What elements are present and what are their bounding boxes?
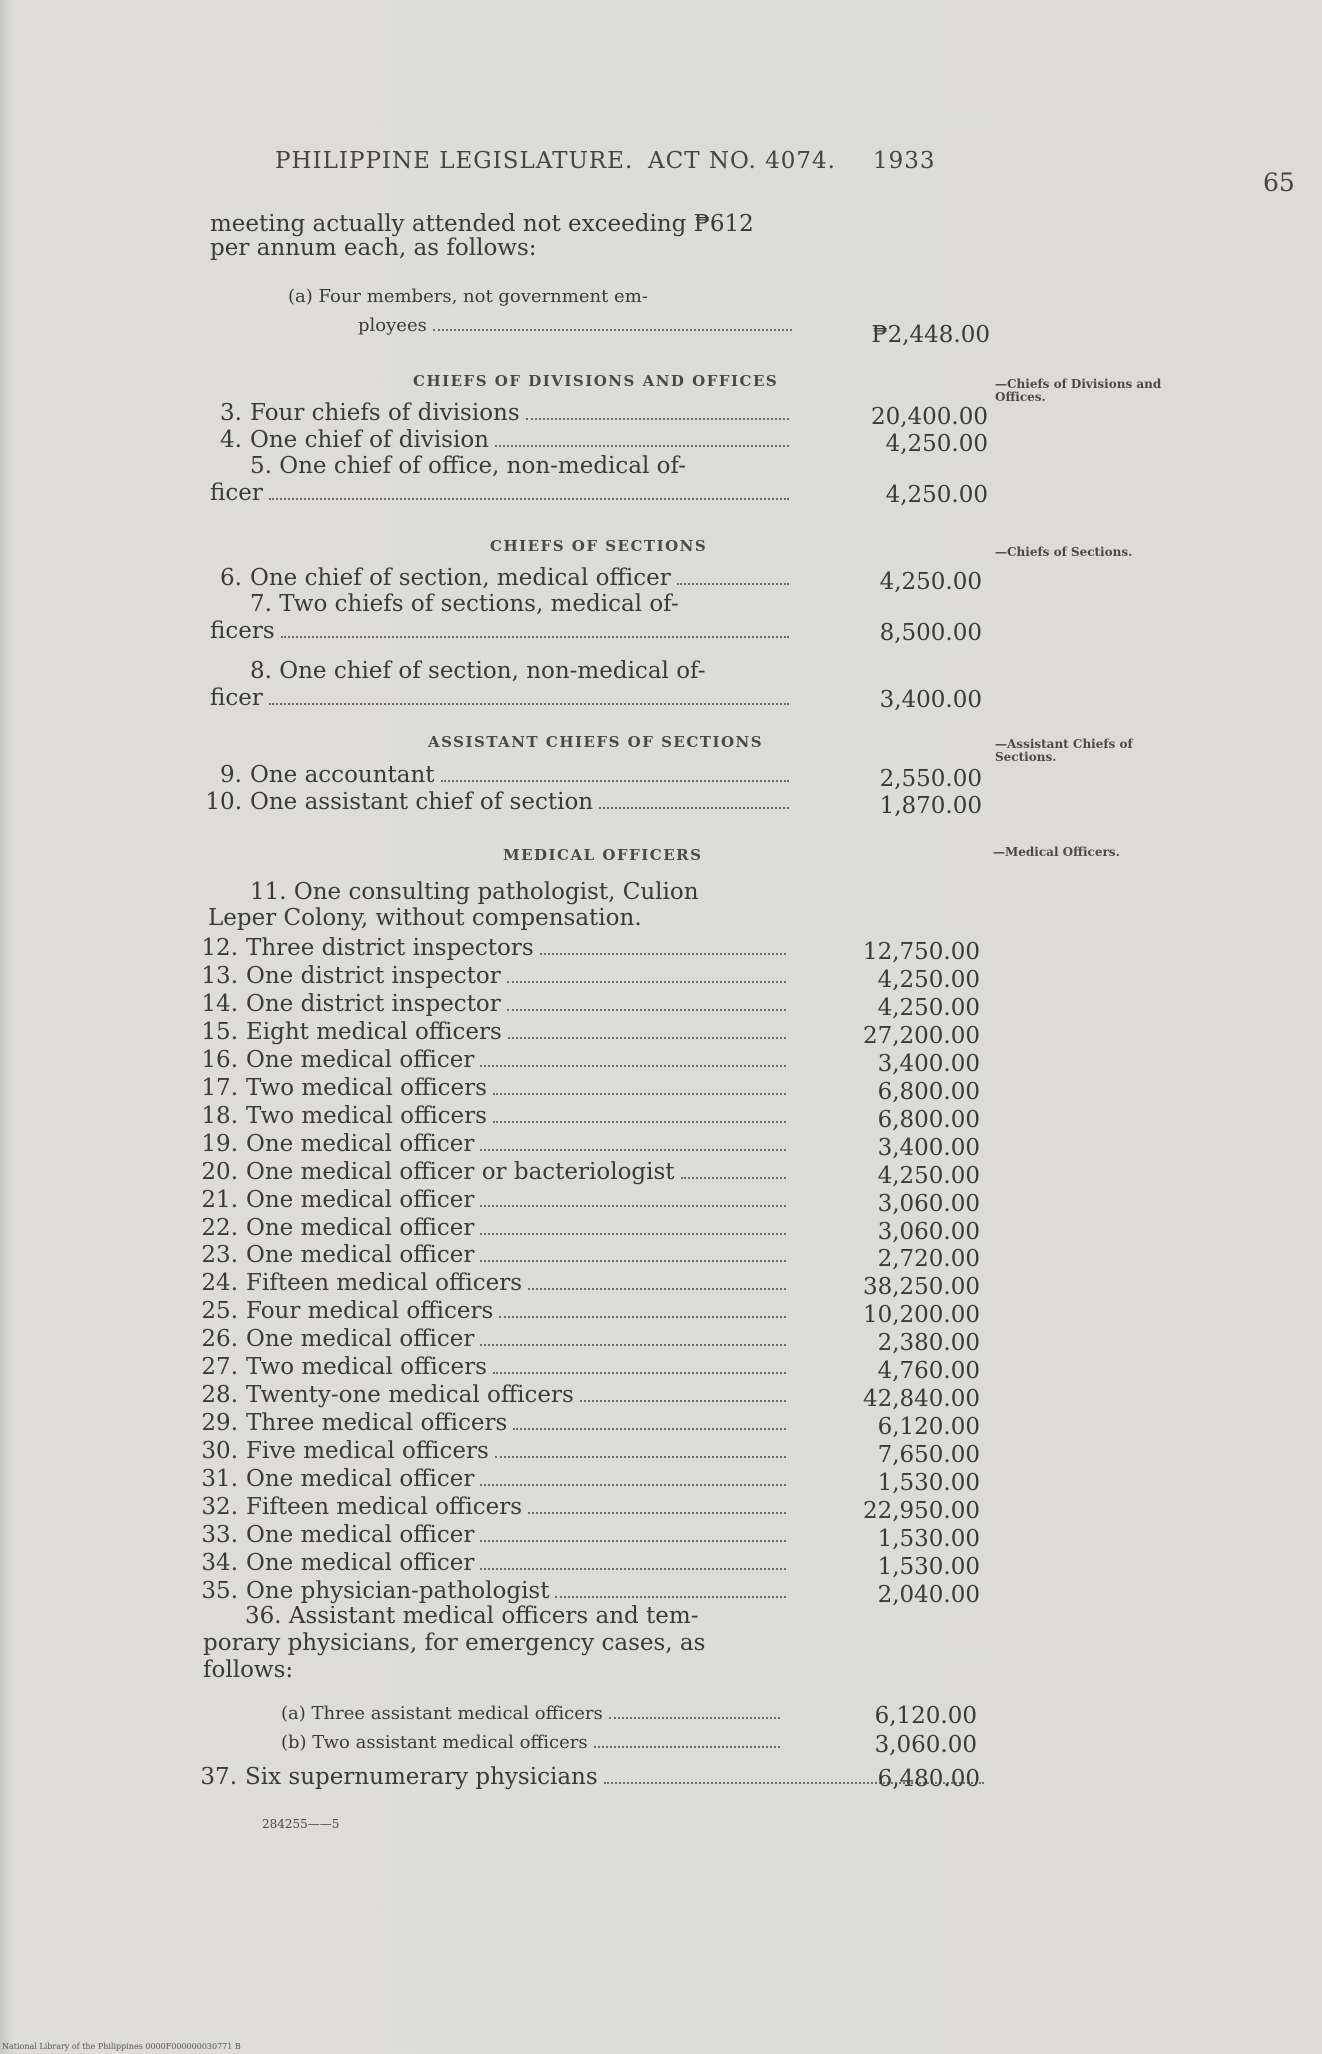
medical-item-text: Two medical officers	[246, 1074, 487, 1101]
section-item-number: 7.	[250, 591, 280, 617]
medical-item-line	[196, 1354, 792, 1381]
assistant-item-leader	[441, 780, 789, 782]
medical-item-amount: 42,840.00	[862, 1386, 980, 1413]
medical-item-amount: 4,250.00	[877, 1162, 980, 1189]
signature-mark: 284255——5	[262, 1817, 340, 1831]
heading-medical-officers: MEDICAL OFFICERS	[503, 846, 703, 864]
medical-item-amount: 6,800.00	[877, 1106, 980, 1133]
section-item-leader	[269, 703, 789, 705]
section-item-line	[200, 565, 795, 592]
medical-item-line	[196, 935, 792, 962]
item-36-line-2: porary physicians, for emergency cases, as	[203, 1630, 706, 1656]
division-item-leader	[495, 445, 789, 447]
medical-item-amount: 10,200.00	[862, 1302, 980, 1329]
item-36-number: 36.	[245, 1603, 282, 1629]
medical-item-amount: 6,800.00	[877, 1078, 980, 1105]
division-item-line	[200, 400, 795, 427]
medical-item-number: 31.	[201, 1466, 238, 1493]
medical-item-amount: 3,060.00	[877, 1218, 980, 1245]
heading-assistant-chiefs: ASSISTANT CHIEFS OF SECTIONS	[428, 733, 764, 751]
medical-item-number: 22.	[201, 1214, 238, 1241]
medical-item-number: 26.	[201, 1326, 238, 1353]
medical-item-number: 30.	[201, 1438, 238, 1465]
medical-item-leader	[493, 1121, 786, 1123]
medical-item-text: Four medical officers	[246, 1298, 494, 1325]
medical-item-leader	[480, 1149, 786, 1151]
intro-line-2: per annum each, as follows:	[210, 235, 537, 261]
medical-item-text: One physician-pathologist	[246, 1577, 550, 1604]
medical-item-text: One medical officer	[246, 1326, 475, 1353]
division-item-number: 4.	[220, 427, 242, 453]
medical-item-line	[196, 1075, 792, 1102]
medical-item-leader	[513, 1428, 786, 1430]
item-36-subitem	[281, 1700, 786, 1727]
medical-item-line	[196, 1410, 792, 1437]
medical-item-number: 15.	[201, 1018, 238, 1045]
medical-item-leader	[507, 981, 786, 983]
division-item-line	[250, 454, 686, 478]
section-item-line	[250, 592, 679, 616]
division-item-amount: 4,250.00	[885, 482, 988, 508]
medical-item-text: Five medical officers	[246, 1438, 489, 1465]
medical-item-number: 13.	[201, 962, 238, 989]
medical-item-text: One medical officer	[246, 1549, 475, 1576]
medical-item-line	[196, 1494, 792, 1521]
medical-item-leader	[480, 1233, 786, 1235]
division-item-line	[200, 427, 795, 454]
medical-item-text: Three district inspectors	[246, 935, 534, 961]
item-36-line-1	[245, 1604, 699, 1628]
medical-item-text: Two medical officers	[246, 1102, 487, 1129]
medical-item-amount: 12,750.00	[862, 939, 980, 965]
item-36-subitem	[281, 1729, 786, 1756]
medical-item-number: 24.	[201, 1270, 238, 1297]
item-36-subitem-leader	[594, 1746, 780, 1748]
medical-item-number: 23.	[201, 1242, 238, 1269]
medical-item-line	[196, 1047, 792, 1074]
item-36-subitem-text: (b) Two assistant medical officers	[281, 1732, 588, 1753]
medical-item-text: Twenty-one medical officers	[246, 1382, 574, 1409]
medical-item-text: One medical officer	[246, 1130, 475, 1157]
medical-item-number: 14.	[201, 990, 238, 1017]
medical-item-leader	[528, 1512, 786, 1514]
medical-item-text: Eight medical officers	[246, 1018, 502, 1045]
medical-item-number: 33.	[201, 1521, 238, 1548]
section-item-continuation	[210, 685, 795, 712]
item-11-number: 11.	[250, 879, 287, 905]
item-37-line: 37. Six supernumerary physicians	[195, 1764, 990, 1791]
medical-item-text: Two medical officers	[246, 1354, 487, 1381]
medical-item-leader	[540, 953, 786, 955]
medical-item-amount: 27,200.00	[862, 1022, 980, 1049]
medical-item-leader	[499, 1316, 786, 1318]
medical-item-number: 28.	[201, 1382, 238, 1409]
item-11-line-1	[250, 880, 699, 904]
division-item-text: One chief of office, non-medical of-	[279, 453, 686, 479]
medical-item-leader	[555, 1596, 786, 1598]
medical-item-number: 35.	[201, 1577, 238, 1604]
medical-item-number: 32.	[201, 1494, 238, 1520]
section-item-leader	[677, 583, 789, 585]
assistant-item-line	[200, 789, 795, 816]
item-a-amount: ₱2,448.00	[871, 322, 990, 348]
medical-item-line	[196, 1019, 792, 1046]
item-37-amount: 6,480.00	[877, 1766, 980, 1792]
medical-item-line	[196, 1187, 792, 1214]
medical-item-line	[196, 1438, 792, 1465]
medical-item-line	[196, 1578, 792, 1605]
medical-item-line	[196, 1466, 792, 1493]
medical-item-amount: 3,060.00	[877, 1190, 980, 1217]
medical-item-text: Three medical officers	[246, 1410, 508, 1437]
section-item-amount: 4,250.00	[879, 569, 982, 595]
division-item-amount: 4,250.00	[885, 431, 988, 457]
item-a-line-2: ployees	[358, 312, 798, 339]
medical-item-leader	[580, 1400, 786, 1402]
medical-item-text: Fifteen medical officers	[246, 1494, 523, 1520]
medical-item-leader	[480, 1568, 786, 1570]
medical-item-number: 12.	[201, 935, 238, 961]
medical-item-text: One medical officer or bacteriologist	[246, 1158, 675, 1185]
medical-item-amount: 3,400.00	[877, 1050, 980, 1077]
medical-item-leader	[508, 1037, 786, 1039]
section-item-text: ficer	[210, 685, 263, 711]
item-11-line-2: Leper Colony, without compensation.	[208, 905, 642, 931]
running-head-title: PHILIPPINE LEGISLATURE.	[275, 148, 634, 174]
intro-line-1: meeting actually attended not exceeding ₱612	[210, 211, 754, 237]
medical-item-number: 20.	[201, 1158, 238, 1185]
division-item-number: 3.	[220, 400, 242, 426]
medical-item-text: Fifteen medical officers	[246, 1270, 523, 1297]
medical-item-leader	[493, 1093, 786, 1095]
medical-item-amount: 1,530.00	[877, 1525, 980, 1552]
division-item-text: One chief of division	[250, 427, 489, 453]
medical-item-leader	[495, 1456, 786, 1458]
medical-item-line	[196, 1270, 792, 1297]
section-item-number: 6.	[220, 565, 242, 591]
medical-item-text: One medical officer	[246, 1466, 475, 1493]
margin-note-assistant-chiefs: —Assistant Chiefs of Sections.	[995, 737, 1133, 764]
medical-item-line	[196, 1103, 792, 1130]
medical-item-amount: 4,250.00	[877, 966, 980, 993]
running-head-year: 1933	[873, 148, 936, 174]
medical-item-number: 17.	[201, 1074, 238, 1101]
medical-item-number: 29.	[201, 1410, 238, 1437]
section-item-amount: 8,500.00	[879, 620, 982, 646]
item-11-text: One consulting pathologist, Culion	[293, 879, 699, 905]
section-item-leader	[281, 636, 789, 638]
assistant-item-number: 9.	[220, 762, 242, 788]
medical-item-number: 34.	[201, 1549, 238, 1576]
medical-item-number: 21.	[201, 1186, 238, 1213]
medical-item-line	[196, 963, 792, 990]
medical-item-amount: 38,250.00	[862, 1274, 980, 1301]
medical-item-line	[196, 1326, 792, 1353]
medical-item-leader	[528, 1288, 786, 1290]
margin-note-medical-officers: —Medical Officers.	[993, 845, 1120, 859]
item-36-subitem-amount: 6,120.00	[874, 1703, 977, 1729]
section-item-number: 8.	[250, 658, 280, 684]
item-36-text: Assistant medical officers and tem-	[288, 1603, 699, 1629]
medical-item-number: 18.	[201, 1102, 238, 1129]
margin-note-chiefs-divisions: —Chiefs of Divisions and Offices.	[995, 377, 1162, 404]
medical-item-leader	[480, 1260, 786, 1262]
medical-item-leader	[480, 1540, 786, 1542]
section-item-text: One chief of section, medical officer	[250, 565, 671, 591]
medical-item-amount: 4,250.00	[877, 994, 980, 1021]
medical-item-amount: 2,040.00	[877, 1581, 980, 1608]
section-item-text: Two chiefs of sections, medical of-	[279, 591, 679, 617]
division-item-text: ficer	[210, 480, 263, 506]
medical-item-amount: 3,400.00	[877, 1134, 980, 1161]
page-number: 65	[1263, 168, 1295, 197]
medical-item-amount: 1,530.00	[877, 1470, 980, 1497]
assistant-item-amount: 1,870.00	[879, 793, 982, 819]
medical-item-line	[196, 1215, 792, 1242]
item-36-subitem-text: (a) Three assistant medical officers	[281, 1703, 603, 1724]
item-36-line-3: follows:	[203, 1657, 294, 1683]
medical-item-line	[196, 1298, 792, 1325]
section-item-line	[250, 659, 706, 683]
section-item-amount: 3,400.00	[879, 687, 982, 713]
running-head-act: ACT NO. 4074.	[648, 148, 836, 174]
medical-item-amount: 22,950.00	[862, 1498, 980, 1524]
medical-item-text: One district inspector	[246, 990, 501, 1017]
division-item-continuation	[210, 480, 795, 507]
medical-item-number: 27.	[201, 1354, 238, 1381]
medical-item-text: One medical officer	[246, 1521, 475, 1548]
medical-item-amount: 2,380.00	[877, 1330, 980, 1357]
scan-credit: National Library of the Philippines 0000F000000030771 B	[2, 2042, 241, 2051]
item-a-line-1: (a) Four members, not government em-	[288, 286, 648, 307]
section-item-continuation	[210, 618, 795, 645]
medical-item-leader	[507, 1009, 786, 1011]
medical-item-line	[196, 1522, 792, 1549]
medical-item-text: One medical officer	[246, 1214, 475, 1241]
medical-item-line	[196, 1382, 792, 1409]
medical-item-leader	[681, 1177, 786, 1179]
medical-item-number: 25.	[201, 1298, 238, 1325]
assistant-item-text: One accountant	[250, 762, 435, 788]
assistant-item-number: 10.	[205, 789, 242, 815]
medical-item-text: One medical officer	[246, 1186, 475, 1213]
division-item-amount: 20,400.00	[870, 404, 988, 430]
division-item-text: Four chiefs of divisions	[250, 400, 520, 426]
medical-item-number: 19.	[201, 1130, 238, 1157]
medical-item-amount: 2,720.00	[877, 1246, 980, 1273]
medical-item-text: One medical officer	[246, 1046, 475, 1073]
medical-item-text: One medical officer	[246, 1242, 475, 1269]
assistant-item-leader	[599, 807, 789, 809]
section-item-text: ficers	[210, 618, 275, 644]
division-item-leader	[526, 418, 789, 420]
medical-item-line	[196, 1242, 792, 1269]
medical-item-line	[196, 1131, 792, 1158]
medical-item-line	[196, 991, 792, 1018]
medical-item-amount: 4,760.00	[877, 1358, 980, 1385]
medical-item-text: One district inspector	[246, 962, 501, 989]
medical-item-amount: 1,530.00	[877, 1553, 980, 1580]
medical-item-leader	[480, 1205, 786, 1207]
item-36-subitem-amount: 3,060.00	[874, 1732, 977, 1758]
heading-chiefs-sections: CHIEFS OF SECTIONS	[490, 537, 708, 555]
assistant-item-amount: 2,550.00	[879, 766, 982, 792]
medical-item-leader	[480, 1344, 786, 1346]
division-item-number: 5.	[250, 453, 280, 479]
medical-item-amount: 7,650.00	[877, 1442, 980, 1469]
heading-chiefs-divisions: CHIEFS OF DIVISIONS AND OFFICES	[413, 372, 779, 390]
assistant-item-line	[200, 762, 795, 789]
section-item-text: One chief of section, non-medical of-	[279, 658, 706, 684]
medical-item-amount: 6,120.00	[877, 1414, 980, 1441]
medical-item-line	[196, 1550, 792, 1577]
assistant-item-text: One assistant chief of section	[250, 789, 594, 815]
medical-item-leader	[493, 1372, 786, 1374]
margin-note-chiefs-sections: —Chiefs of Sections.	[995, 545, 1133, 559]
division-item-leader	[269, 498, 789, 500]
medical-item-leader	[480, 1065, 786, 1067]
medical-item-leader	[480, 1484, 786, 1486]
item-36-subitem-leader	[609, 1717, 780, 1719]
medical-item-line	[196, 1159, 792, 1186]
medical-item-number: 16.	[201, 1046, 238, 1073]
